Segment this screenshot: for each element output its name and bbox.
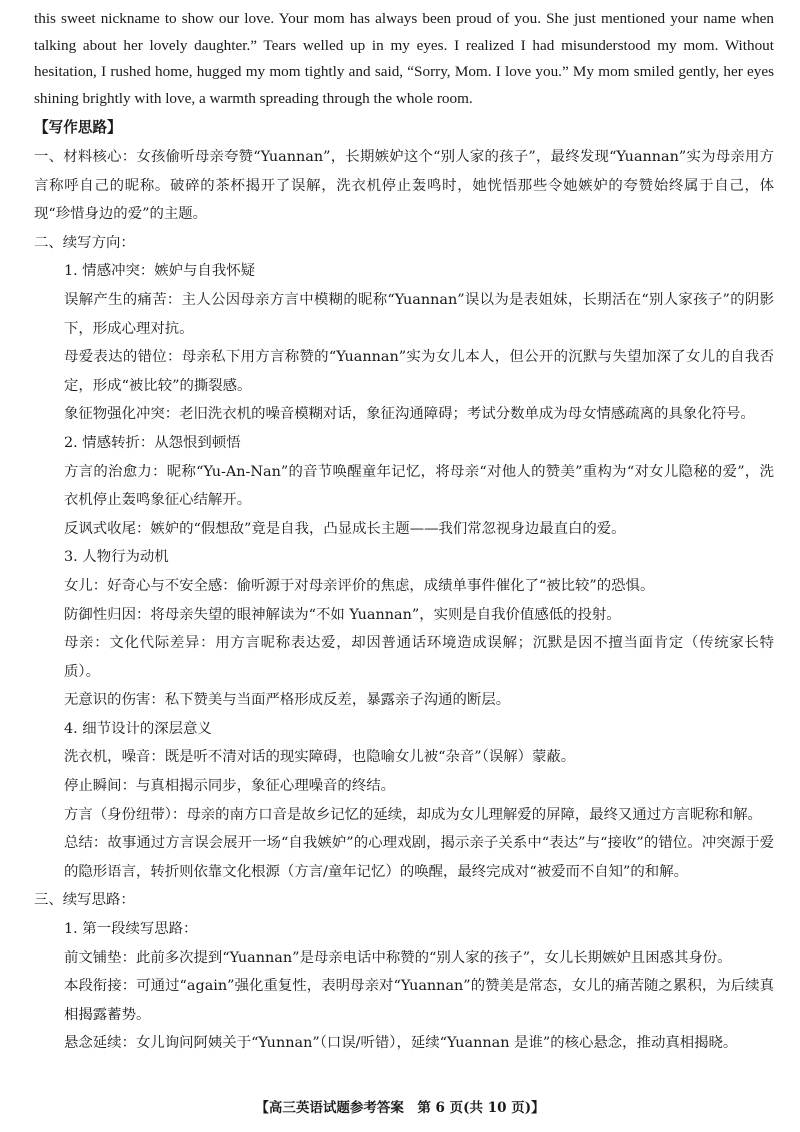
paragraph-2-2-a: 方言的治愈力：昵称“Yu-An-Nan”的音节唤醒童年记忆，将母亲“对他人的赞美”重构为“对女儿隐秘的爱”，洗衣机停止轰鸣象征心结解开。 bbox=[64, 463, 774, 509]
subsection-2-1-title: 1. 情感冲突：嫉妒与自我怀疑 bbox=[64, 263, 255, 280]
paragraph-2-4-a: 洗衣机，噪音：既是听不清对话的现实障碍，也隐喻女儿被“杂音”（误解）蒙蔽。 bbox=[64, 749, 576, 766]
paragraph-2-3-b: 防御性归因：将母亲失望的眼神解读为“不如 Yuannan”，实则是自我价值感低的投射。 bbox=[64, 606, 621, 623]
document-body bbox=[34, 6, 774, 1058]
paragraph-2-4-b: 停止瞬间：与真相揭示同步，象征心理噪音的终结。 bbox=[64, 778, 395, 795]
subsection-3-1-title: 1. 第一段续写思路： bbox=[64, 921, 198, 938]
subsection-2-2-title: 2. 情感转折：从怨恨到顿悟 bbox=[64, 434, 241, 451]
paragraph-2-3-d: 无意识的伤害：私下赞美与当面严格形成反差，暴露亲子沟通的断层。 bbox=[64, 692, 511, 709]
section-2-title: 二、续写方向： bbox=[34, 234, 135, 251]
paragraph-2-2-b: 反讽式收尾：嫉妒的“假想敌”竟是自我，凸显成长主题——我们常忽视身边最直白的爱。 bbox=[64, 520, 626, 537]
paragraph-2-1-c: 象征物强化冲突：老旧洗衣机的噪音模糊对话，象征沟通障碍；考试分数单成为母女情感疏离的具象化符号。 bbox=[64, 406, 755, 423]
english-paragraph: this sweet nickname to show our love. Your mom has always been proud of you. She just mentioned your name when talking about her lovely daughter.” Tears welled up in my eyes. I realized I had misunderstood my mom. Without hesitation, I rushed home, hugged my mom tightly and said, “Sorry, Mom. I love you.” My mom smiled gently, her eyes shining brightly with love, a warmth spreading through the whole room. bbox=[34, 10, 774, 107]
paragraph-3-1-c: 悬念延续：女儿询问阿姨关于“Yunnan”（口误/听错），延续“Yuannan 是谁”的核心悬念，推动真相揭晓。 bbox=[64, 1035, 738, 1052]
subsection-2-4-title: 4. 细节设计的深层意义 bbox=[64, 720, 212, 737]
paragraph-2-3-a: 女儿：好奇心与不安全感：偷听源于对母亲评价的焦虑，成绩单事件催化了“被比较”的恐惧。 bbox=[64, 577, 655, 594]
section-1-text: 女孩偷听母亲夸赞“Yuannan”，长期嫉妒这个“别人家的孩子”，最终发现“Yuannan”实为母亲用方言称呼自己的昵称。破碎的茶杯揭开了误解，洗衣机停止轰鸣时，她恍悟那些令她嫉妒的夸赞始终属于自己，体现“珍惜身边的爱”的主题。 bbox=[34, 149, 774, 223]
paragraph-2-4-d: 总结：故事通过方言误会展开一场“自我嫉妒”的心理戏剧，揭示亲子关系中“表达”与“接收”的错位。冲突源于爱的隐形语言，转折则依靠文化根源（方言/童年记忆）的唤醒，最终完成对“被爱而不自知”的和解。 bbox=[64, 835, 774, 880]
paragraph-2-1-a: 误解产生的痛苦：主人公因母亲方言中模糊的昵称“Yuannan”误以为是表姐妹，长期活在“别人家孩子”的阴影下，形成心理对抗。 bbox=[64, 291, 774, 337]
section-heading: 【写作思路】 bbox=[34, 119, 122, 136]
paragraph-2-4-c: 方言（身份纽带）：母亲的南方口音是故乡记忆的延续，却成为女儿理解爱的屏障，最终又通过方言昵称和解。 bbox=[64, 806, 762, 823]
paragraph-2-1-b: 母爱表达的错位：母亲私下用方言称赞的“Yuannan”实为女儿本人，但公开的沉默与失望加深了女儿的自我否定，形成“被比较”的撕裂感。 bbox=[64, 349, 774, 394]
section-3-title: 三、续写思路： bbox=[34, 892, 135, 909]
paragraph-3-1-b: 本段衔接：可通过“again”强化重复性，表明母亲对“Yuannan”的赞美是常态，女儿的痛苦随之累积，为后续真相揭露蓄势。 bbox=[64, 978, 774, 1023]
section-1 bbox=[34, 143, 774, 229]
page-footer: 【高三英语试题参考答案 第 6 页(共 10 页)】 bbox=[255, 1100, 545, 1116]
paragraph-2-3-c: 母亲：文化代际差异：用方言昵称表达爱，却因普通话环境造成误解；沉默是因不擅当面肯定（传统家长特质）。 bbox=[64, 635, 774, 680]
section-1-title: 一、材料核心： bbox=[34, 149, 137, 165]
subsection-2-3-title: 3. 人物行为动机 bbox=[64, 549, 169, 566]
paragraph-3-1-a: 前文铺垫：此前多次提到“Yuannan”是母亲电话中称赞的“别人家的孩子”，女儿长期嫉妒且困惑其身份。 bbox=[64, 949, 732, 966]
